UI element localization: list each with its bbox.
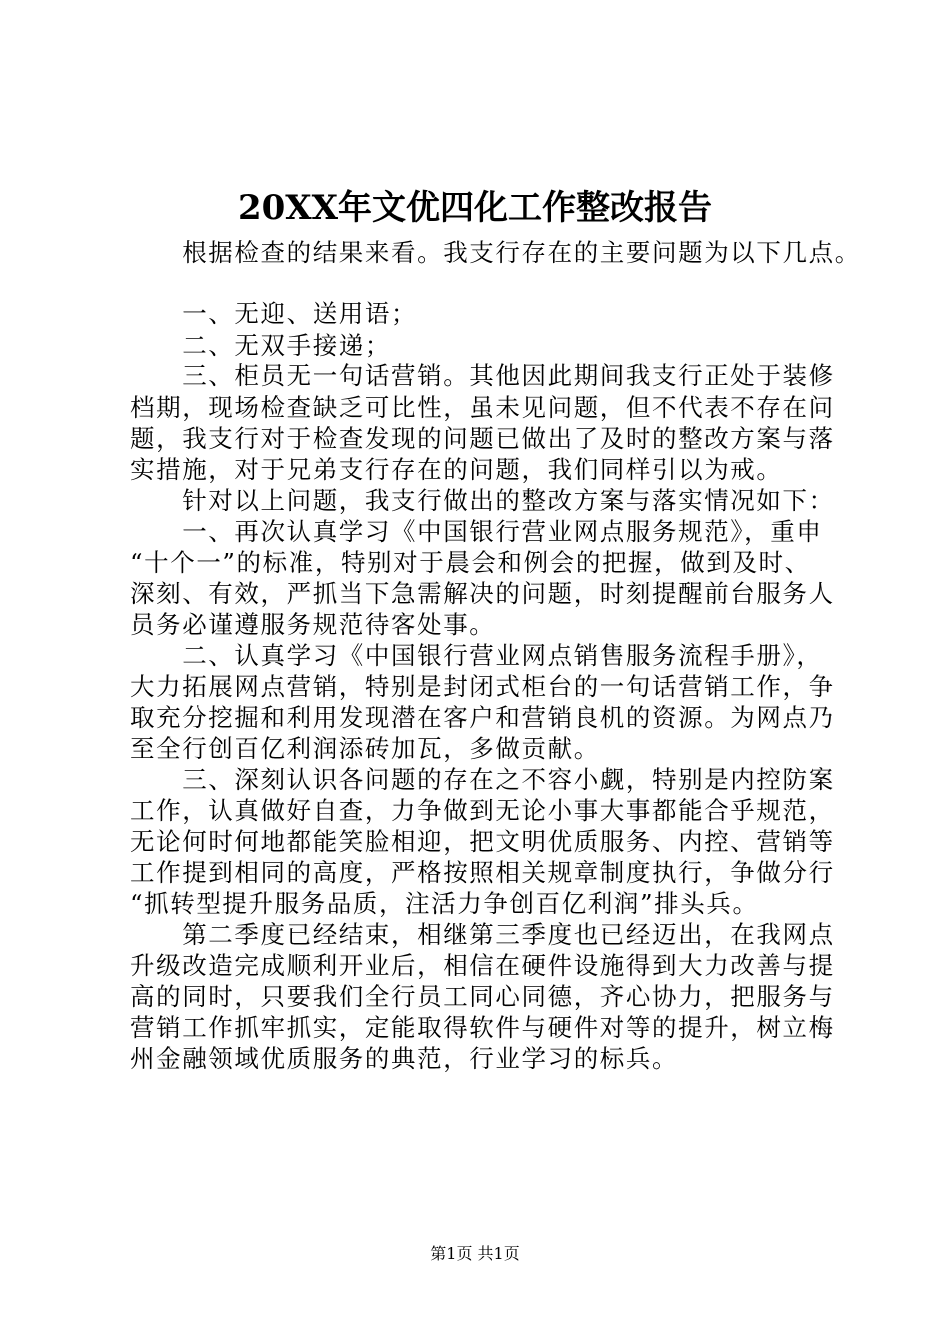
paragraph-line: 二、无双手接递；	[130, 331, 391, 360]
paragraph-line: 针对以上问题，我支行做出的整改方案与落实情况如下：	[130, 486, 835, 515]
paragraph-line: 档期，现场检查缺乏可比性，虽未见问题，但不代表不存在问	[130, 393, 835, 422]
page-footer: 第1页 共1页	[430, 1244, 520, 1263]
paragraph-line: 实措施，对于兄弟支行存在的问题，我们同样引以为戒。	[130, 455, 783, 484]
paragraph-line: “抓转型提升服务品质，注活力争创百亿利润”排头兵。	[130, 889, 759, 918]
paragraph-line: 深刻、有效，严抓当下急需解决的问题，时刻提醒前台服务人	[130, 579, 835, 608]
paragraph-line: 高的同时，只要我们全行员工同心同德，齐心协力，把服务与	[130, 982, 835, 1011]
paragraph-line: 州金融领域优质服务的典范，行业学习的标兵。	[130, 1044, 679, 1073]
paragraph-line: 工作提到相同的高度，严格按照相关规章制度执行，争做分行	[130, 858, 835, 887]
paragraph-line: 三、深刻认识各问题的存在之不容小觑，特别是内控防案	[130, 765, 835, 794]
paragraph-line: 第二季度已经结束，相继第三季度也已经迈出，在我网点	[130, 920, 835, 949]
paragraph-line: “十个一”的标准，特别对于晨会和例会的把握，做到及时、	[130, 548, 811, 577]
paragraph-line: 大力拓展网点营销，特别是封闭式柜台的一句话营销工作，争	[130, 672, 835, 701]
paragraph-line: 员务必谨遵服务规范待客处事。	[130, 610, 496, 639]
paragraph-line: 取充分挖掘和利用发现潜在客户和营销良机的资源。为网点乃	[130, 703, 835, 732]
paragraph-line: 三、柜员无一句话营销。其他因此期间我支行正处于装修	[130, 361, 835, 390]
paragraph-line: 一、无迎、送用语；	[130, 299, 418, 328]
paragraph-line: 至全行创百亿利润添砖加瓦，多做贡献。	[130, 734, 600, 763]
paragraph-line: 工作，认真做好自查，力争做到无论小事大事都能合乎规范，	[130, 796, 835, 825]
paragraph-line: 一、再次认真学习《中国银行营业网点服务规范》，重申	[130, 517, 823, 546]
paragraph-line: 题，我支行对于检查发现的问题已做出了及时的整改方案与落	[130, 424, 835, 453]
document-title: 20XX年文优四化工作整改报告	[237, 188, 713, 228]
paragraph-line: 根据检查的结果来看。我支行存在的主要问题为以下几点。	[130, 238, 861, 267]
paragraph-line: 营销工作抓牢抓实，定能取得软件与硬件对等的提升，树立梅	[130, 1013, 835, 1042]
paragraph-line: 升级改造完成顺利开业后，相信在硬件设施得到大力改善与提	[130, 951, 835, 980]
paragraph-line: 无论何时何地都能笑脸相迎，把文明优质服务、内控、营销等	[130, 827, 835, 856]
paragraph-line: 二、认真学习《中国银行营业网点销售服务流程手册》，	[130, 641, 823, 670]
